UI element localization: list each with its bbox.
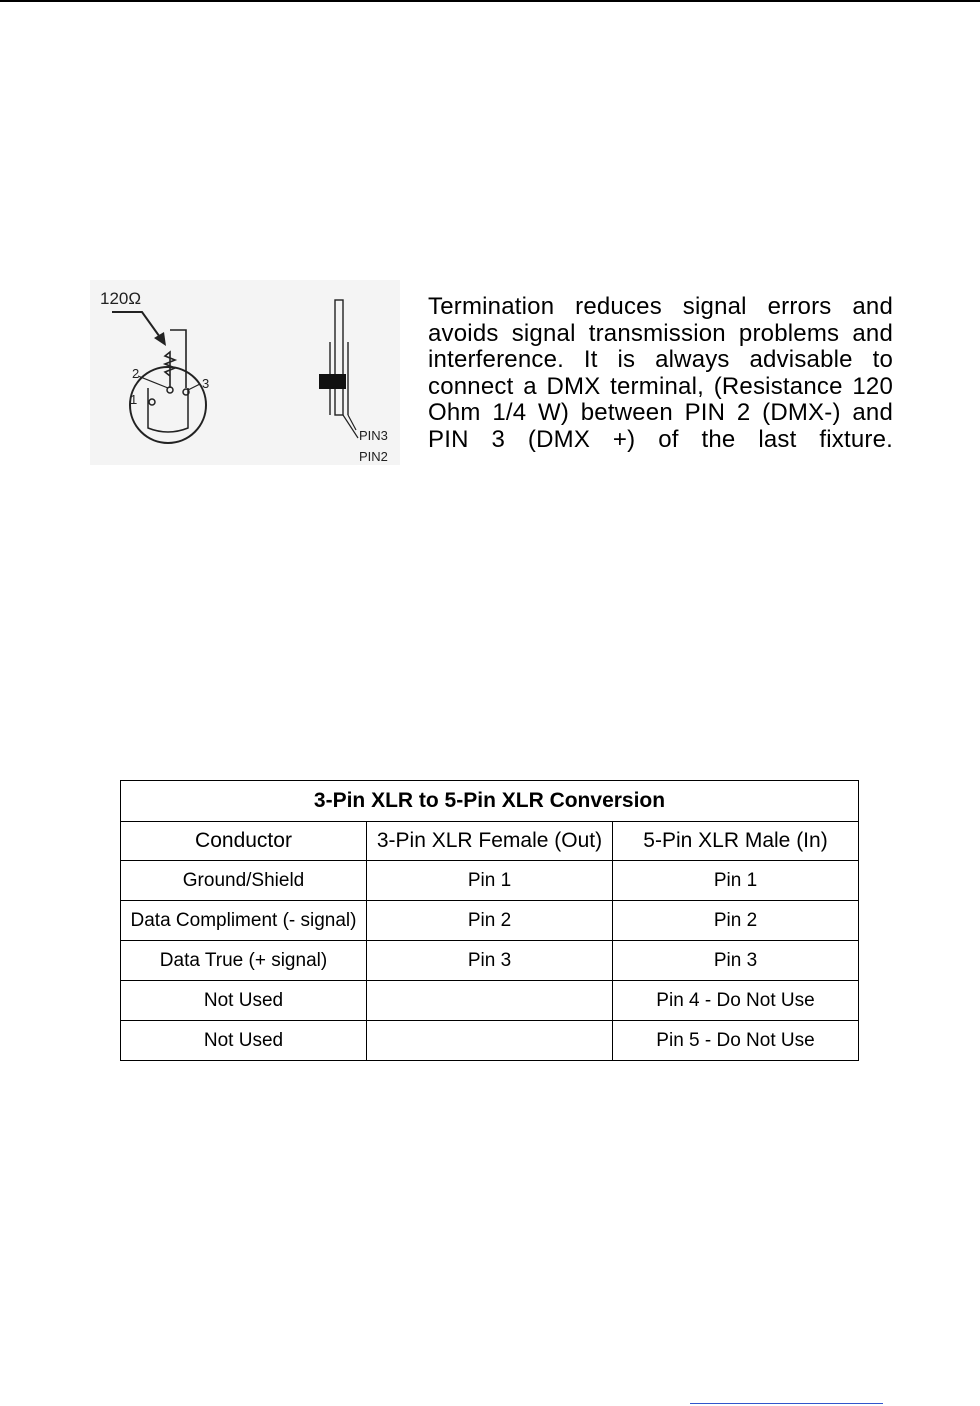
pin-2-number: 2	[132, 366, 140, 381]
table-row	[121, 941, 859, 981]
table-cell: Pin 1	[367, 861, 613, 901]
resistor-zigzag	[165, 352, 175, 388]
table-cell: Pin 4 - Do Not Use	[613, 981, 859, 1021]
side-view-clamp	[319, 374, 346, 389]
pin-1-number: 1	[130, 392, 138, 407]
table-cell: Pin 2	[613, 901, 859, 941]
termination-description: Termination reduces signal errors and avoids signal transmission problems and interference. It is always advisable to connect a DMX terminal, (Resistance 120 Ohm 1/4 W) between PIN 2 (DMX-) and PIN 3 (DMX +) of the last fixture.	[428, 293, 893, 453]
xlr-termination-svg	[90, 280, 400, 465]
table-cell: Ground/Shield	[121, 861, 367, 901]
table-cell: Not Used	[121, 1021, 367, 1061]
pin3-label: PIN3	[359, 428, 388, 443]
resistor-label: 120Ω	[100, 289, 142, 308]
column-header-conductor: Conductor	[121, 822, 367, 861]
table-cell: Pin 2	[367, 901, 613, 941]
table-row	[121, 901, 859, 941]
termination-diagram	[90, 280, 400, 465]
pin-3-leader	[188, 384, 200, 390]
table-cell: Pin 3	[613, 941, 859, 981]
pin2-label: PIN2	[359, 449, 388, 464]
pin-1-dot	[149, 399, 155, 405]
conversion-table-wrap	[120, 780, 859, 1061]
table-header-row	[121, 822, 859, 861]
table-title: 3-Pin XLR to 5-Pin XLR Conversion	[121, 781, 859, 822]
table-cell	[367, 1021, 613, 1061]
table-cell	[367, 981, 613, 1021]
table-row	[121, 981, 859, 1021]
table-row	[121, 861, 859, 901]
table-title-row	[121, 781, 859, 822]
xlr-connector-key	[148, 388, 188, 432]
table-cell: Pin 5 - Do Not Use	[613, 1021, 859, 1061]
table-cell: Not Used	[121, 981, 367, 1021]
table-row	[121, 1021, 859, 1061]
table-cell: Data Compliment (- signal)	[121, 901, 367, 941]
column-header-3pin: 3-Pin XLR Female (Out)	[367, 822, 613, 861]
column-header-5pin: 5-Pin XLR Male (In)	[613, 822, 859, 861]
pin-2-leader	[138, 376, 168, 388]
footer-link-underline[interactable]	[690, 1403, 883, 1404]
conversion-table	[120, 780, 859, 1061]
top-rule	[0, 0, 980, 2]
side-view-body	[335, 300, 343, 415]
pin-3-number: 3	[202, 376, 210, 391]
table-cell: Data True (+ signal)	[121, 941, 367, 981]
table-cell: Pin 3	[367, 941, 613, 981]
resistor-arrow-head	[154, 332, 166, 346]
resistor-arrow-line	[112, 312, 162, 340]
table-cell: Pin 1	[613, 861, 859, 901]
